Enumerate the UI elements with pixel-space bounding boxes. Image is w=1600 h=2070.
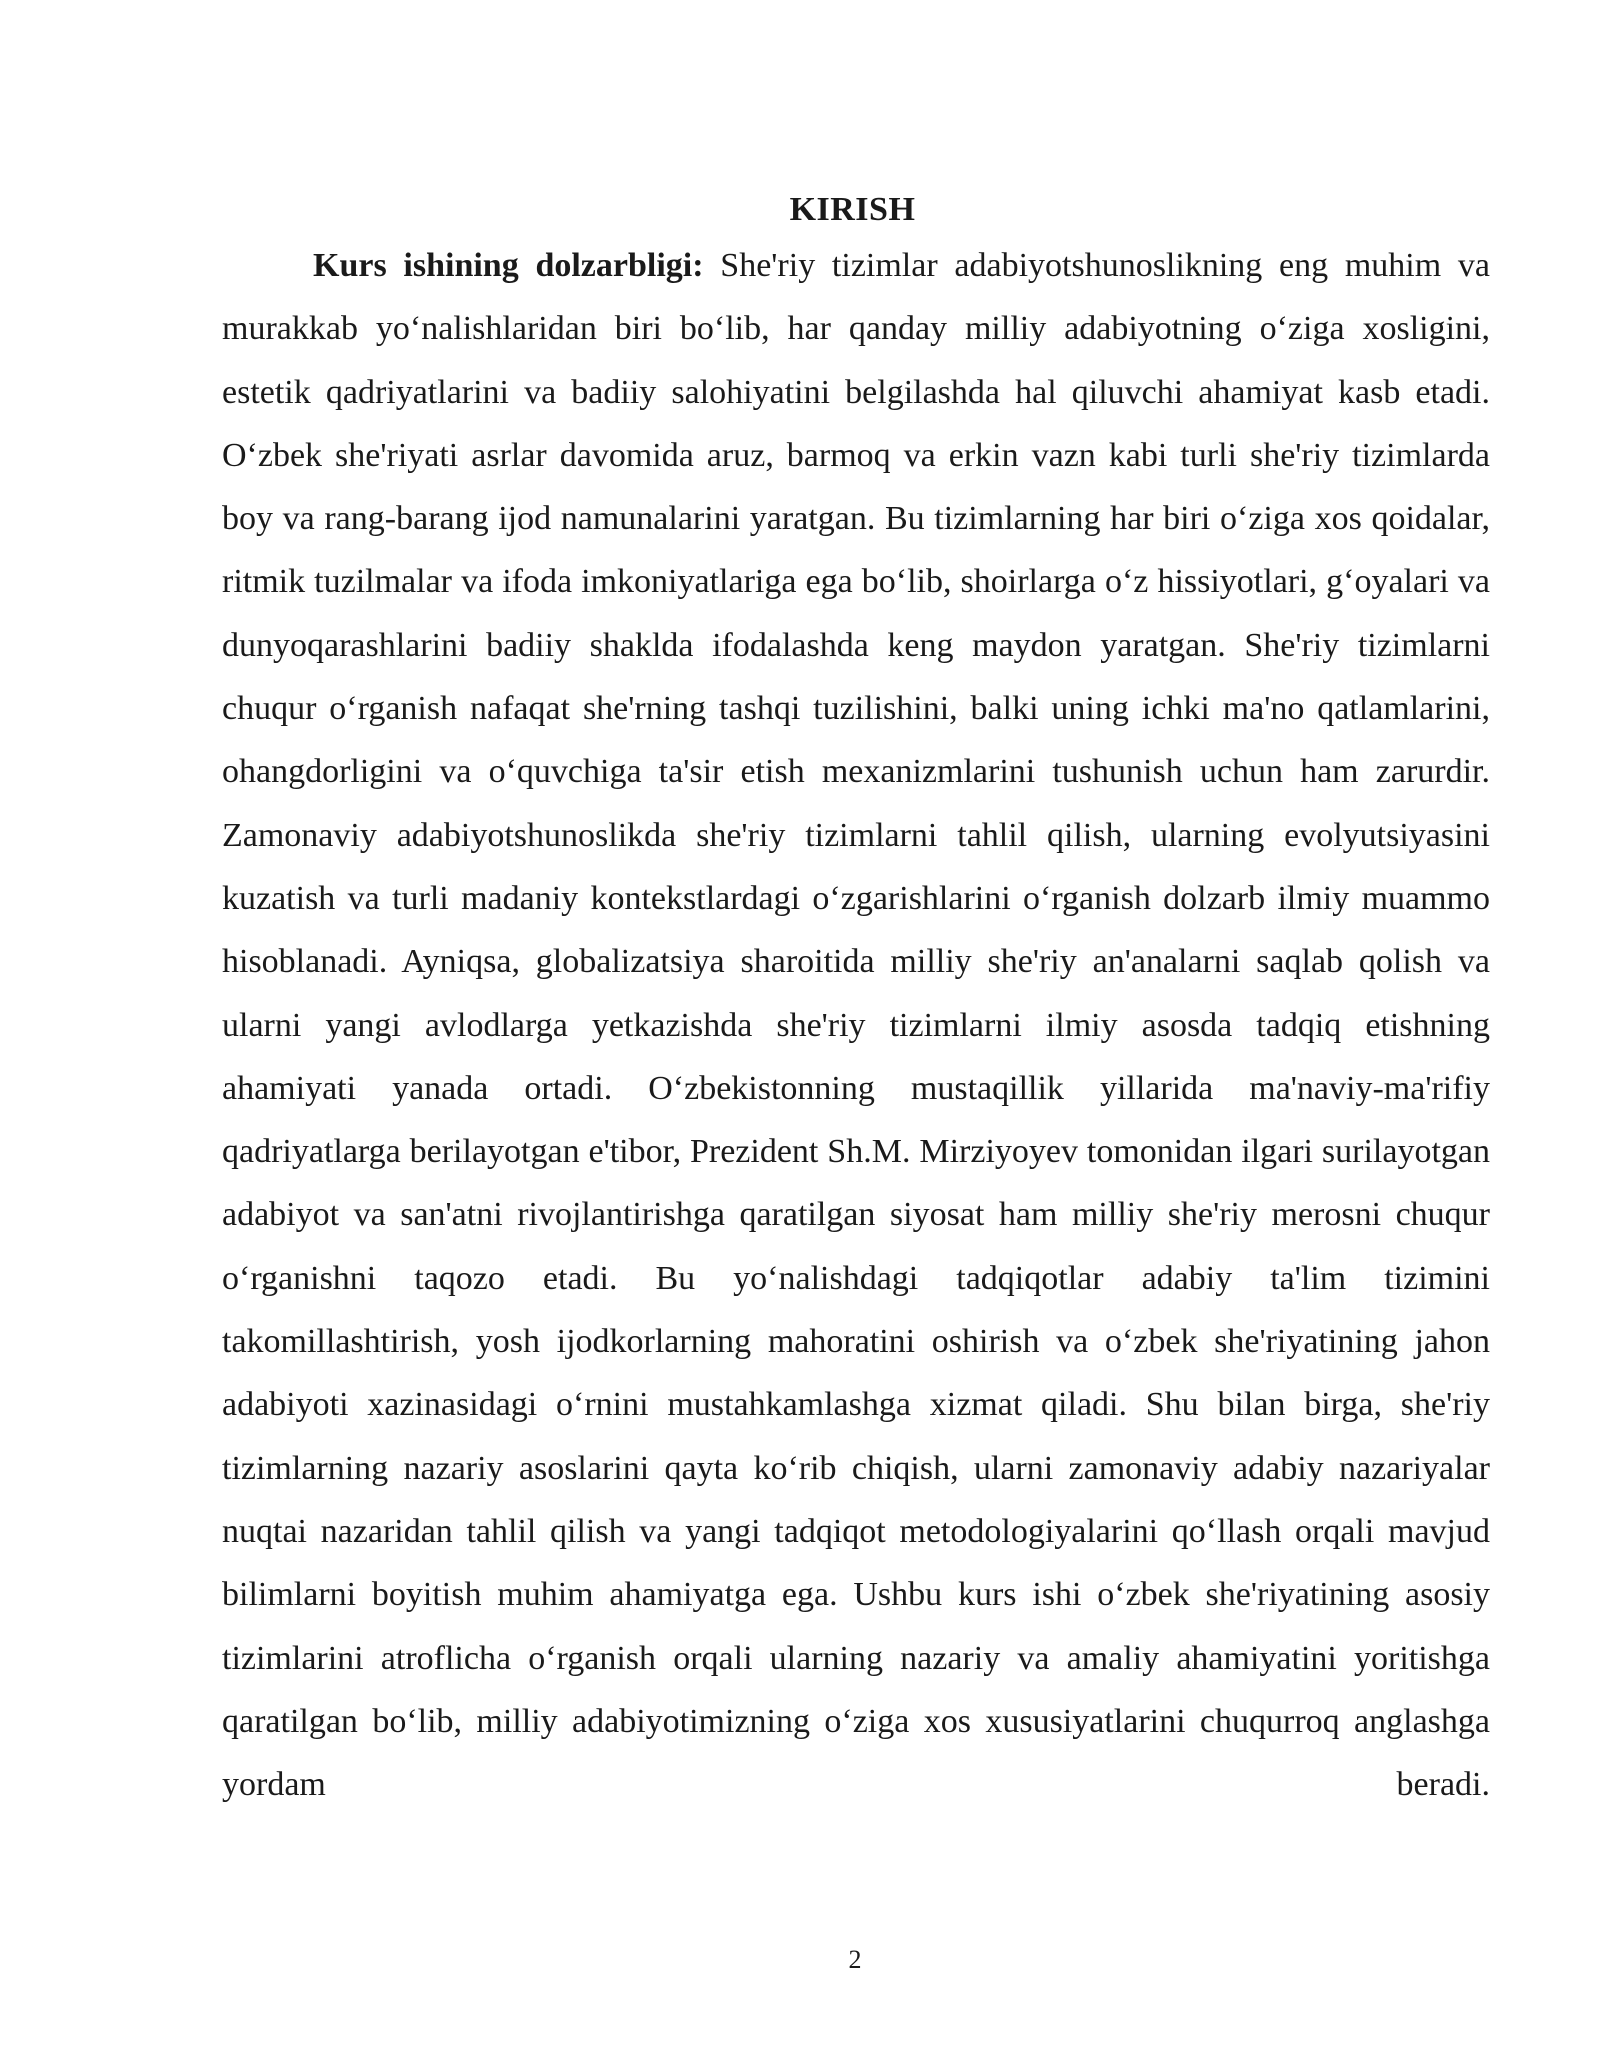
body-paragraph [222,234,1490,1816]
page-number: 2 [848,1945,862,1974]
paragraph-text: She'riy tizimlar adabiyotshunoslikning eng muhim va murakkab yo‘nalishlaridan biri bo‘lib, har qanday milliy adabiyotning o‘ziga xosligini, estetik qadriyatlarini va badiiy salohiyatini belgilashda hal qiluvchi ahamiyat kasb etadi. O‘zbek she'riyati asrlar davomida aruz, barmoq va erkin vazn kabi turli she'riy tizimlarda boy va rang-barang ijod namunalarini yaratgan. Bu tizimlarning har biri o‘ziga xos qoidalar, ritmik tuzilmalar va ifoda imkoniyatlariga ega bo‘lib, shoirlarga o‘z hissiyotlari, g‘oyalari va dunyoqarashlarini badiiy shaklda ifodalashda keng maydon yaratgan. She'riy tizimlarni chuqur o‘rganish nafaqat she'rning tashqi tuzilishini, balki uning ichki ma'no qatlamlarini, ohangdorligini va o‘quvchiga ta'sir etish mexanizmlarini tushunish uchun ham zarurdir. Zamonaviy adabiyotshunoslikda she'riy tizimlarni tahlil qilish, ularning evolyutsiyasini kuzatish va turli madaniy kontekstlardagi o‘zgarishlarini o‘rganish dolzarb ilmiy muammo hisoblanadi. Ayniqsa, globalizatsiya sharoitida milliy she'riy an'analarni saqlab qolish va ularni yangi avlodlarga yetkazishda she'riy tizimlarni ilmiy asosda tadqiq etishning ahamiyati yanada ortadi. O‘zbekistonning mustaqillik yillarida ma'naviy-ma'rifiy qadriyatlarga berilayotgan e'tibor, Prezident Sh.M. Mirziyoyev tomonidan ilgari surilayotgan adabiyot va san'atni rivojlantirishga qaratilgan siyosat ham milliy she'riy merosni chuqur o‘rganishni taqozo etadi. Bu yo‘nalishdagi tadqiqotlar adabiy ta'lim tizimini takomillashtirish, yosh ijodkorlarning mahoratini oshirish va o‘zbek she'riyatining jahon adabiyoti xazinasidagi o‘rnini mustahkamlashga xizmat qiladi. Shu bilan birga, she'riy tizimlarning nazariy asoslarini qayta ko‘rib chiqish, ularni zamonaviy adabiy nazariyalar nuqtai nazaridan tahlil qilish va yangi tadqiqot metodologiyalarini qo‘llash orqali mavjud bilimlarni boyitish muhim ahamiyatga ega. Ushbu kurs ishi o‘zbek she'riyatining asosiy tizimlarini atroflicha o‘rganish orqali ularning nazariy va amaliy ahamiyatini yoritishga qaratilgan bo‘lib, milliy adabiyotimizning o‘ziga xos xususiyatlarini chuqurroq anglashga yordam beradi. [222,247,1490,1804]
section-heading: KIRISH [789,191,916,228]
paragraph-label: Kurs ishining dolzarbligi: [313,247,704,284]
